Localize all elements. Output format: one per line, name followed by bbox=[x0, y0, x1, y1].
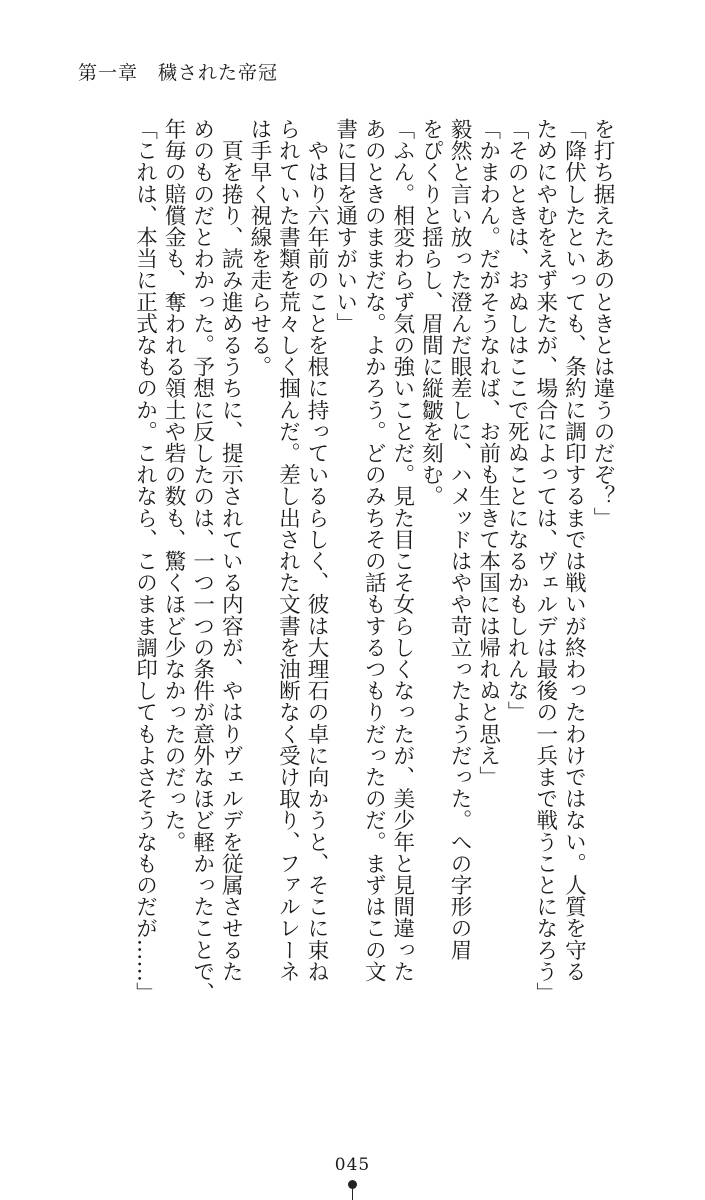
text-line: 毅然と言い放った澄んだ眼差しに、ハメッドはやや苛立ったようだった。への字形の眉 bbox=[447, 118, 473, 961]
text-line: 頁を捲り、読み進めるうちに、提示されている内容が、やはりヴェルデを従属させるた bbox=[218, 118, 244, 982]
text-line: 書に目を通すがいい」 bbox=[332, 118, 358, 334]
running-header bbox=[78, 58, 278, 85]
text-line: ためにやむをえず来たが、場合によっては、ヴェルデは最後の一兵まで戦うことになろう」 bbox=[532, 118, 558, 1004]
text-line: 「降伏したといっても、条約に調印するまでは戦いが終わったわけではない。人質を守る bbox=[561, 118, 587, 982]
text-line: 年毎の賠償金も、奪われる領土や砦の数も、驚くほど少なかったのだった。 bbox=[161, 118, 187, 853]
page-number: 045 bbox=[334, 1155, 371, 1175]
text-line: 「ふん。相変わらず気の強いことだ。見た目こそ女らしくなったが、美少年と見間違った bbox=[389, 118, 415, 982]
chapter-label: 第一章 bbox=[78, 62, 139, 84]
text-line: をぴくりと揺らし、眉間に縦皺を刻む。 bbox=[418, 118, 444, 507]
text-line: られていた書類を荒々しく掴んだ。差し出された文書を油断なく受け取り、ファルレーネ bbox=[275, 118, 301, 982]
chapter-title: 穢された帝冠 bbox=[158, 62, 279, 84]
vertical-body-text bbox=[68, 118, 616, 1004]
text-line: 「かまわん。だがそうなれば、お前も生きて本国には帰れぬと思え」 bbox=[475, 118, 501, 788]
text-line: あのときのままだな。よかろう。どのみちその話もするつもりだったのだ。まずはこの文 bbox=[361, 118, 387, 982]
text-line: は手早く視線を走らせる。 bbox=[246, 118, 272, 378]
text-line: を打ち据えたあのときとは違うのだぞ？」 bbox=[590, 118, 615, 529]
page-marker-icon bbox=[348, 1180, 357, 1200]
text-line: めのものだとわかった。予想に反したのは、一つ一つの条件が意外なほど軽かったことで、 bbox=[189, 118, 215, 1004]
text-line: やはり六年前のことを根に持っているらしく、彼は大理石の卓に向かうと、そこに束ね bbox=[304, 118, 330, 982]
text-line: 「そのときは、おぬしはここで死ぬことになるかもしれんな」 bbox=[504, 118, 530, 723]
text-line: 「これは、本当に正式なものか。これなら、このまま調印してもよさそうなものだが……」 bbox=[132, 118, 158, 1004]
